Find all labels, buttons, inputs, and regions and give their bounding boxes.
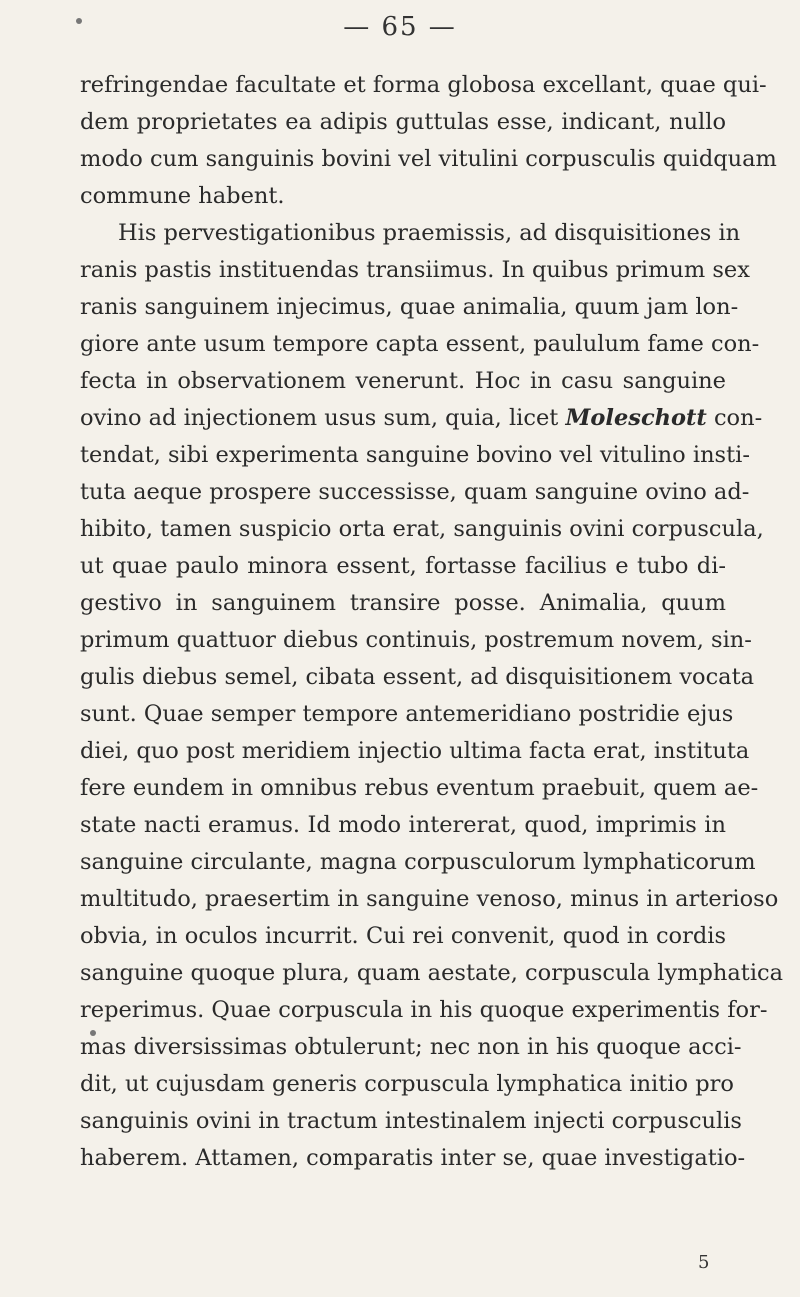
text-line: dit, ut cujusdam generis corpuscula lymphatica initio pro <box>80 1071 734 1097</box>
author-name: Moleschott <box>565 405 707 431</box>
text-line: obvia, in oculos incurrit. Cui rei convenit, quod in cordis <box>80 923 726 949</box>
page-number: — 65 — <box>343 12 457 42</box>
text-line: ranis sanguinem injecimus, quae animalia, quum jam lon- <box>80 294 739 320</box>
text-line: sanguine quoque plura, quam aestate, corpuscula lymphatica <box>80 960 784 986</box>
margin-dot-top <box>76 18 82 24</box>
text-line: modo cum sanguinis bovini vel vitulini corpusculis quidquam <box>80 146 777 172</box>
text-line: His pervestigationibus praemissis, ad disquisitiones in <box>118 220 741 246</box>
text-line: gulis diebus semel, cibata essent, ad disquisitionem vocata <box>80 664 755 690</box>
body-text <box>80 67 784 1177</box>
text-line: mas diversissimas obtulerunt; nec non in his quoque acci- <box>80 1034 742 1060</box>
text-line: gestivo in sanguinem transire posse. Animalia, quum <box>80 590 726 616</box>
text-line: tuta aeque prospere successisse, quam sanguine ovino ad- <box>80 479 750 505</box>
text-line: refringendae facultate et forma globosa excellant, quae qui- <box>80 72 767 98</box>
text-line: ovino ad injectionem usus sum, quia, licet Moleschott con- <box>80 405 763 431</box>
text-line: primum quattuor diebus continuis, postremum novem, sin- <box>80 627 752 653</box>
text-line: sanguine circulante, magna corpusculorum lymphaticorum <box>80 849 756 875</box>
text-line: tendat, sibi experimenta sanguine bovino vel vitulino insti- <box>80 442 750 468</box>
text-line: sunt. Quae semper tempore antemeridiano postridie ejus <box>80 701 734 727</box>
text-line: ut quae paulo minora essent, fortasse facilius e tubo di- <box>80 553 726 579</box>
text-line: dem proprietates ea adipis guttulas esse, indicant, nullo <box>80 109 726 135</box>
text-line: giore ante usum tempore capta essent, paululum fame con- <box>80 331 760 357</box>
text-line: diei, quo post meridiem injectio ultima facta erat, instituta <box>80 738 750 764</box>
printer-signature: 5 <box>698 1252 710 1273</box>
text-line: state nacti eramus. Id modo intererat, quod, imprimis in <box>80 812 726 838</box>
text-line: ranis pastis instituendas transiimus. In quibus primum sex <box>80 257 750 283</box>
text-line: haberem. Attamen, comparatis inter se, quae investigatio- <box>80 1145 746 1171</box>
text-line: commune habent. <box>80 183 285 209</box>
text-line: fere eundem in omnibus rebus eventum praebuit, quem ae- <box>80 775 759 801</box>
text-line: sanguinis ovini in tractum intestinalem injecti corpusculis <box>80 1108 742 1134</box>
text-line: fecta in observationem venerunt. Hoc in casu sanguine <box>80 368 726 394</box>
text-line: reperimus. Quae corpuscula in his quoque experimentis for- <box>80 997 768 1023</box>
text-line: multitudo, praesertim in sanguine venoso, minus in arterioso <box>80 886 779 912</box>
text-line: hibito, tamen suspicio orta erat, sanguinis ovini corpuscula, <box>80 516 764 542</box>
